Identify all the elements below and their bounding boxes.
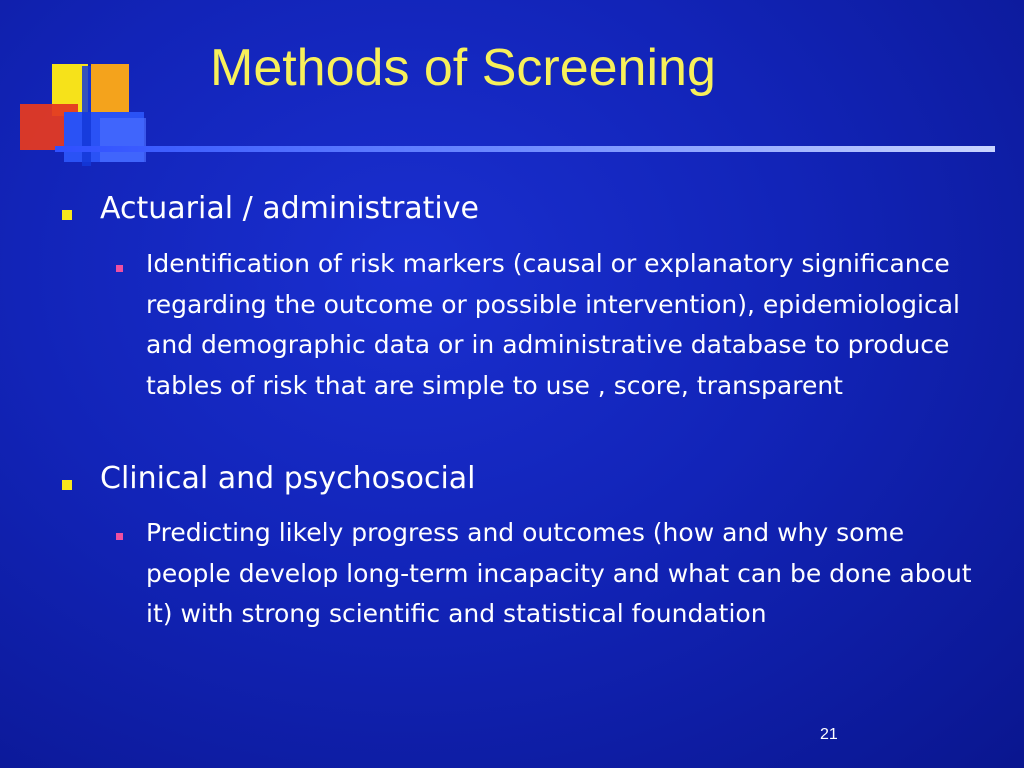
bullet-square-icon bbox=[62, 480, 72, 490]
page-number: 21 bbox=[820, 726, 838, 743]
deco-orange-square bbox=[91, 64, 129, 116]
bullet-actuarial: Actuarial / administrative bbox=[100, 191, 479, 226]
title-underline bbox=[55, 146, 995, 152]
sub-bullet-clinical-text: Predicting likely progress and outcomes (how and why some people develop long-term incapacity and what can be done about it) with strong scientific and statistical foundation bbox=[146, 518, 972, 628]
sub-bullet-actuarial-text: Identification of risk markers (causal or explanatory significance regarding the outcome or possible intervention), epidemiological and demographic data or in administrative database to produce tables of risk that are simple to use , score, transparent bbox=[146, 249, 960, 400]
bullet-square-icon bbox=[62, 210, 72, 220]
bullet-clinical: Clinical and psychosocial bbox=[100, 461, 476, 496]
deco-light-blue-square bbox=[100, 118, 146, 162]
sub-bullet-square-icon bbox=[116, 265, 123, 272]
sub-bullet-square-icon bbox=[116, 533, 123, 540]
slide-title: Methods of Screening bbox=[210, 39, 716, 97]
